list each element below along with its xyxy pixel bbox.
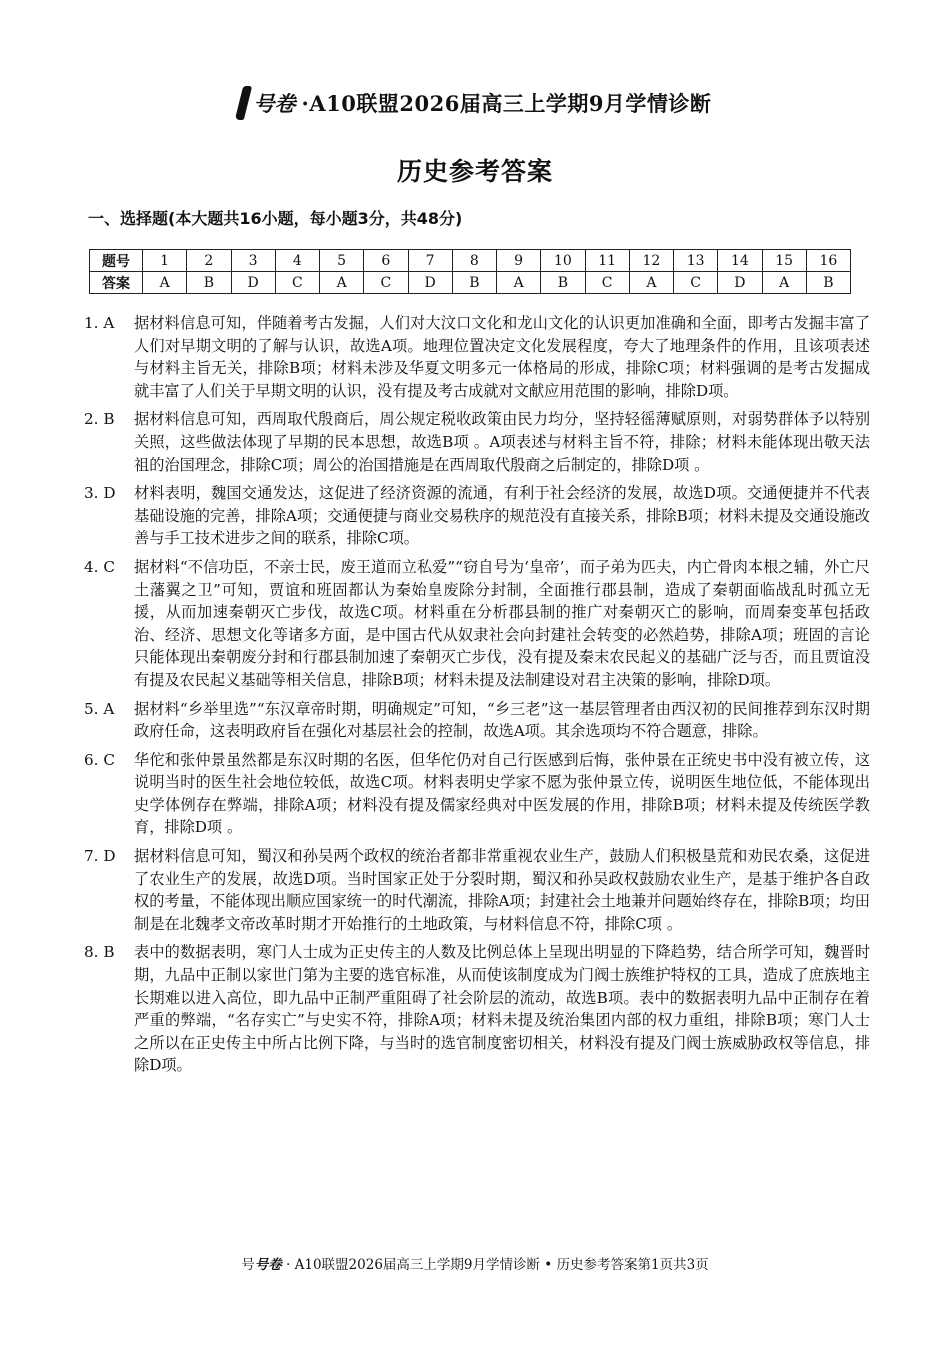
answer-cell: B (452, 272, 496, 294)
item-text: 据材料“不信功臣，不亲士民，废王道而立私爱”“窃自号为‘皇帝’，而子弟为匹夫，内亡骨肉本根之辅，外亡尺土藩翼之卫”可知，贾谊和班固都认为秦始皇废除分封制，全面推行郡县制，造成了秦朝面临战乱时孤立无援，从而加速秦朝灭亡步伐，故选C项。材料重在分析郡县制的推广对秦朝灭亡的影响，而周秦变革包括政治、经济、思想文化等诸多方面，是中国古代从奴隶社会向封建社会转变的必然趋势，排除A项；班固的言论只能体现出秦朝废分封和行郡县制加速了秦朝灭亡步伐，没有提及秦末农民起义的基础广泛与否，而且贾谊没有提及农民起义基础等相关信息，排除B项；材料未提及法制建设对君主决策的影响，排除D项。 (134, 557, 870, 689)
footer-logo-text: 号卷 (254, 1257, 282, 1273)
explanation-item (84, 556, 870, 692)
question-number-cell: 4 (275, 250, 319, 272)
question-number-cell: 1 (143, 250, 187, 272)
explanation-item (84, 845, 870, 935)
item-label: 4. C (84, 557, 115, 576)
item-label: 5. A (84, 699, 115, 718)
question-number-cell: 11 (585, 250, 629, 272)
page-footer (0, 1253, 950, 1273)
question-number-cell: 12 (629, 250, 673, 272)
answer-table (89, 249, 851, 294)
answer-cell: D (408, 272, 452, 294)
question-number-cell: 2 (187, 250, 231, 272)
question-number-row (90, 250, 851, 272)
question-number-cell: 8 (452, 250, 496, 272)
answer-cell: C (364, 272, 408, 294)
answer-explanations (84, 312, 870, 1083)
item-text: 华佗和张仲景虽然都是东汉时期的名医，但华佗仍对自己行医感到后悔，张仲景在正统史书中没有被立传，这说明当时的医生社会地位较低，故选C项。材料表明史学家不愿为张仲景立传，说明医生地位低，不能体现出史学体例存在弊端，排除A项；材料没有提及儒家经典对中医发展的作用，排除B项；材料未提及传统医学教育，排除D项 。 (134, 750, 870, 837)
answer-cell: C (674, 272, 718, 294)
answer-cell: D (231, 272, 275, 294)
question-number-cell: 10 (541, 250, 585, 272)
brand-logo-text: 号卷 (253, 91, 296, 116)
item-label: 3. D (84, 484, 116, 503)
answer-cell: A (762, 272, 806, 294)
answer-cell: B (806, 272, 850, 294)
question-number-cell: 9 (497, 250, 541, 272)
item-label: 2. B (84, 410, 115, 429)
footer-prefix: 号 (241, 1257, 255, 1273)
item-label: 8. B (84, 943, 115, 962)
item-text: 据材料信息可知，蜀汉和孙吴两个政权的统治者都非常重视农业生产，鼓励人们积极垦荒和劝民农桑，这促进了农业生产的发展，故选D项。当时国家正处于分裂时期，蜀汉和孙吴政权鼓励农业生产，是基于维护各自政权的考量，不能体现出顺应国家统一的时代潮流，排除A项；封建社会土地兼并问题始终存在，排除B项；均田制是在北魏孝文帝改革时期才开始推行的土地政策，与材料信息不符，排除C项 。 (134, 847, 870, 933)
item-label: 1. A (84, 314, 115, 332)
answer-cell: D (718, 272, 762, 294)
answer-cell: C (275, 272, 319, 294)
row-label-number: 题号 (90, 250, 143, 272)
question-number-cell: 5 (320, 250, 364, 272)
answer-cell: C (585, 272, 629, 294)
item-text: 据材料信息可知，伴随着考古发掘，人们对大汶口文化和龙山文化的认识更加准确和全面，即考古发掘丰富了人们对早期文明的了解与认识，故选A项。地理位置决定文化发展程度，夸大了地理条件的作用，且该项表述与材料主旨无关，排除B项；材料未涉及华夏文明多元一体格局的形成，排除C项；材料强调的是考古发掘成就丰富了人们关于早期文明的认识，没有提及考古成就对文献应用范围的影响，排除D项。 (134, 314, 870, 400)
answer-cell: A (143, 272, 187, 294)
item-text: 据材料“乡举里选”“东汉章帝时期，明确规定”可知，“乡三老”这一基层管理者由西汉初的民间推荐到东汉时期政府任命，这表明政府旨在强化对基层社会的控制，故选A项。其余选项均不符合题意，排除。 (134, 699, 870, 741)
answer-cell: A (497, 272, 541, 294)
question-number-cell: 7 (408, 250, 452, 272)
header (0, 86, 950, 120)
question-number-cell: 3 (231, 250, 275, 272)
item-text: 表中的数据表明，寒门人士成为正史传主的人数及比例总体上呈现出明显的下降趋势，结合所学可知，魏晋时期，九品中正制以家世门第为主要的选官标准，从而使该制度成为门阀士族维护特权的工具，造成了庶族地主长期难以进入高位，即九品中正制严重阻碍了社会阶层的流动，故选B项。表中的数据表明九品中正制存在着严重的弊端，“名存实亡”与史实不符，排除A项；材料未提及统治集团内部的权力重组，排除B项；寒门人士之所以在正史传主中所占比例下降，与当时的选官制度密切相关，材料没有提及门阀士族威胁政权等信息，排除D项。 (134, 943, 870, 1075)
explanation-item (84, 408, 870, 476)
item-label: 6. C (84, 750, 115, 769)
explanation-item (84, 941, 870, 1077)
item-label: 7. D (84, 847, 116, 866)
answer-cell: B (187, 272, 231, 294)
row-label-answer: 答案 (90, 272, 143, 294)
brand-logo-mark (234, 86, 251, 120)
question-number-cell: 6 (364, 250, 408, 272)
explanation-item (84, 749, 870, 839)
explanation-item (84, 698, 870, 743)
item-text: 据材料信息可知，西周取代殷商后，周公规定税收政策由民力均分，坚持轻徭薄赋原则，对弱势群体予以特别关照，这些做法体现了早期的民本思想，故选B项 。A项表述与材料主旨不符，排除；材料未能体现出敬天法祖的治国理念，排除C项；周公的治国措施是在西周取代殷商之后制定的，排除D项 。 (134, 410, 870, 474)
question-number-cell: 13 (674, 250, 718, 272)
answer-row (90, 272, 851, 294)
question-number-cell: 15 (762, 250, 806, 272)
item-text: 材料表明，魏国交通发达，这促进了经济资源的流通，有利于社会经济的发展，故选D项。交通便捷并不代表基础设施的完善，排除A项；交通便捷与商业交易秩序的规范没有直接关系，排除B项；材料未提及交通设施改善与手工技术进步之间的联系，排除C项。 (134, 484, 870, 548)
footer-text: · A10联盟2026届高三上学期9月学情诊断 • 历史参考答案第1页共3页 (281, 1257, 709, 1273)
question-number-cell: 16 (806, 250, 850, 272)
explanation-item (84, 312, 870, 402)
document-title: 历史参考答案 (396, 157, 553, 186)
header-title: ·A10联盟2026届高三上学期9月学情诊断 (301, 91, 712, 116)
section-heading: 一、选择题(本大题共16小题，每小题3分，共48分) (88, 209, 463, 228)
answer-cell: A (629, 272, 673, 294)
explanation-item (84, 482, 870, 550)
answer-cell: B (541, 272, 585, 294)
answer-cell: A (320, 272, 364, 294)
question-number-cell: 14 (718, 250, 762, 272)
